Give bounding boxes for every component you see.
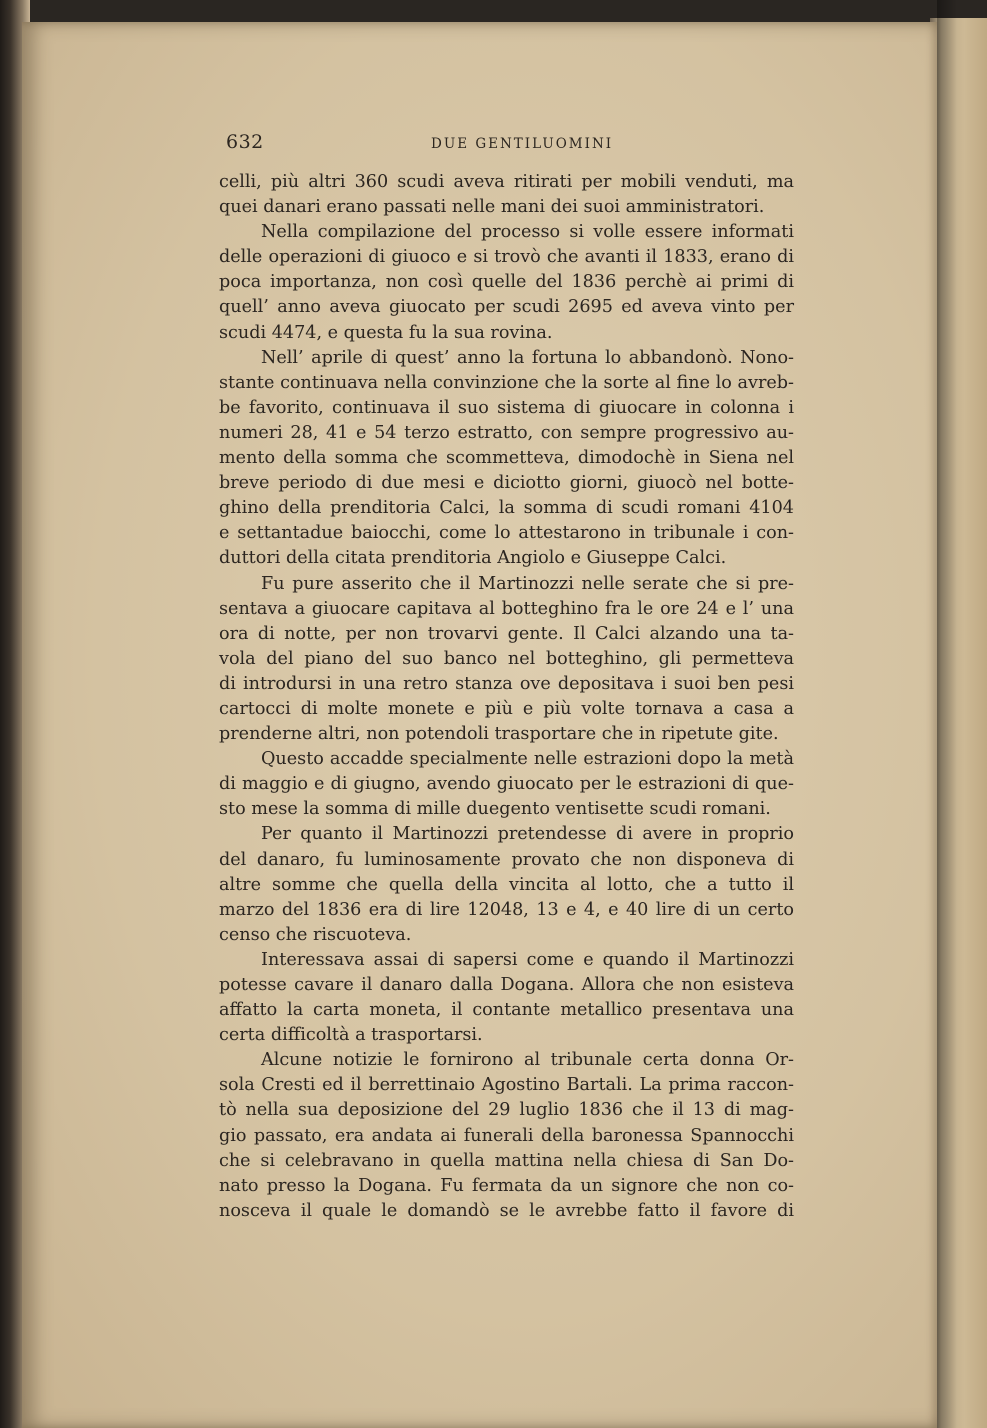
paragraph bbox=[219, 822, 794, 947]
text-line: poca importanza, non così quelle del 1836 perchè ai primi di bbox=[219, 272, 794, 293]
text-line: ora di notte, per non trovarvi gente. Il Calci alzando una ta- bbox=[219, 623, 794, 644]
page-header bbox=[226, 131, 806, 155]
page-number: 632 bbox=[226, 131, 264, 153]
text-line: tò nella sua deposizione del 29 luglio 1836 che il 13 di mag- bbox=[219, 1100, 794, 1121]
text-line: potesse cavare il danaro dalla Dogana. Allora che non esisteva bbox=[219, 975, 794, 995]
text-line: gio passato, era andata ai funerali della baronessa Spannocchi bbox=[219, 1125, 794, 1146]
text-line: vola del piano del suo banco nel botteghino, gli permetteva bbox=[219, 648, 794, 669]
text-line: Fu pure asserito che il Martinozzi nelle serate che si pre- bbox=[261, 573, 794, 594]
text-line: Per quanto il Martinozzi pretendesse di avere in proprio bbox=[261, 824, 794, 845]
paragraph bbox=[219, 747, 794, 822]
text-line: sto mese la somma di mille duegento ventisette scudi romani. bbox=[219, 799, 771, 820]
text-line: Interessava assai di sapersi come e quando il Martinozzi bbox=[261, 949, 794, 970]
text-line: del danaro, fu luminosamente provato che non disponeva di bbox=[219, 849, 794, 870]
text-line: Alcune notizie le fornirono al tribunale certa donna Or- bbox=[261, 1050, 794, 1071]
text-line: scudi 4474, e questa fu la sua rovina. bbox=[219, 322, 553, 343]
paragraph bbox=[219, 1048, 794, 1224]
text-line: mento della somma che scommetteva, dimodochè in Siena nel bbox=[219, 448, 794, 469]
text-line: Nella compilazione del processo si volle essere informati bbox=[261, 222, 794, 243]
text-line: altre somme che quella della vincita al lotto, che a tutto il bbox=[219, 874, 794, 895]
paragraph bbox=[219, 346, 794, 572]
page-fold-shadow bbox=[937, 0, 987, 1428]
text-line: certa difficoltà a trasportarsi. bbox=[219, 1025, 483, 1046]
text-line: quell’ anno aveva giuocato per scudi 2695 ed aveva vinto per bbox=[219, 297, 794, 318]
paragraph bbox=[219, 948, 794, 1048]
text-line: di maggio e di giugno, avendo giuocato per le estrazioni di que- bbox=[219, 774, 794, 795]
text-line: duttori della citata prenditoria Angiolo e Giuseppe Calci. bbox=[219, 548, 727, 569]
text-line: che si celebravano in quella mattina nella chiesa di San Do- bbox=[219, 1150, 794, 1171]
text-line: censo che riscuoteva. bbox=[219, 924, 412, 945]
text-line: sentava a giuocare capitava al botteghino fra le ore 24 e l’ una bbox=[219, 598, 794, 619]
text-line: stante continuava nella convinzione che la sorte al fine lo avreb- bbox=[219, 372, 794, 393]
paragraph bbox=[219, 220, 794, 345]
text-line: breve periodo di due mesi e diciotto giorni, giuocò nel botte- bbox=[219, 473, 794, 494]
text-line: marzo del 1836 era di lire 12048, 13 e 4, e 40 lire di un certo bbox=[219, 899, 794, 920]
paragraph bbox=[219, 170, 794, 220]
text-line: Questo accadde specialmente nelle estrazioni dopo la metà bbox=[261, 749, 794, 770]
text-line: nosceva il quale le domandò se le avrebbe fatto il favore di bbox=[219, 1200, 794, 1221]
text-line: numeri 28, 41 e 54 terzo estratto, con sempre progressivo au- bbox=[219, 422, 794, 443]
text-line: celli, più altri 360 scudi aveva ritirati per mobili venduti, ma bbox=[219, 172, 794, 192]
text-line: nato presso la Dogana. Fu fermata da un signore che non co- bbox=[219, 1175, 794, 1196]
text-line: delle operazioni di giuoco e si trovò che avanti il 1833, erano di bbox=[219, 247, 794, 268]
paragraph bbox=[219, 572, 794, 748]
text-line: e settantadue baiocchi, come lo attestarono in tribunale i con- bbox=[219, 523, 794, 544]
text-line: cartocci di molte monete e più e più volte tornava a casa a bbox=[219, 698, 794, 719]
text-line: Nell’ aprile di quest’ anno la fortuna lo abbandonò. Nono- bbox=[261, 347, 794, 368]
text-line: sola Cresti ed il berrettinaio Agostino Bartali. La prima raccon- bbox=[219, 1075, 794, 1096]
text-line: di introdursi in una retro stanza ove depositava i suoi ben pesi bbox=[219, 673, 794, 694]
text-line: be favorito, continuava il suo sistema di giuocare in colonna i bbox=[219, 397, 794, 418]
text-line: affatto la carta moneta, il contante metallico presentava una bbox=[219, 1000, 794, 1021]
text-line: quei danari erano passati nelle mani dei suoi amministratori. bbox=[219, 197, 765, 218]
running-title: DUE GENTILUOMINI bbox=[431, 136, 614, 152]
body-text bbox=[219, 170, 794, 1224]
text-line: ghino della prenditoria Calci, la somma di scudi romani 4104 bbox=[219, 498, 794, 519]
text-line: prenderne altri, non potendoli trasportare che in ripetute gite. bbox=[219, 724, 779, 745]
